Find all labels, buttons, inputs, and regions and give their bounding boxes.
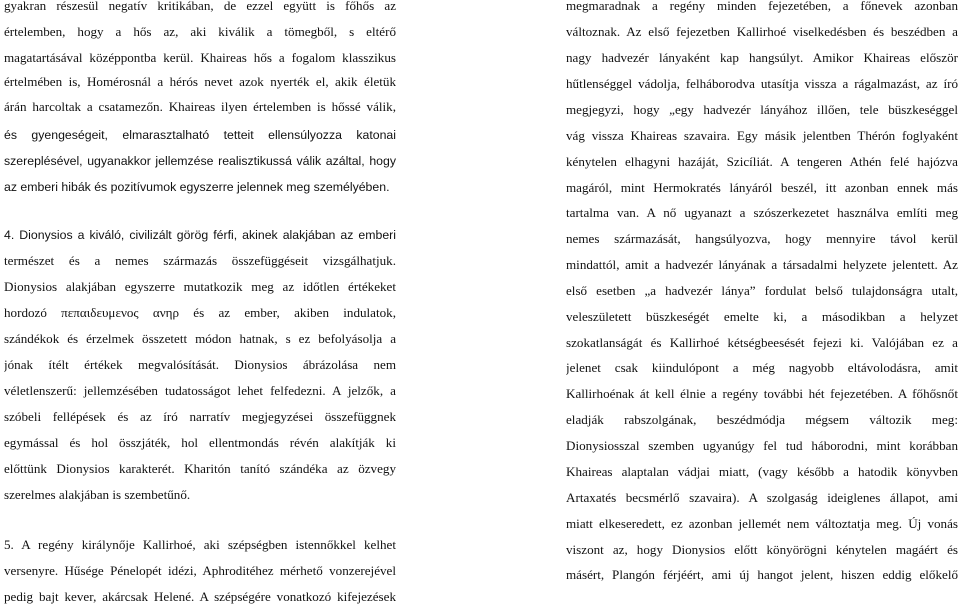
- text-line: az emberi hibák és pozitívumok egyszerre jelennek meg személyében.: [4, 180, 390, 194]
- text-line: magáról, mint Hermokratés lányáról beszél, itt azonban ennek más: [566, 180, 958, 195]
- text-line: tartalma van. A nő ugyanazt a szószerkezetet használva említi meg: [566, 205, 958, 220]
- text-line: előttünk Dionysios karakterét. Kharitón tanító szándéka az özvegy: [4, 461, 396, 476]
- text-line: Kallirhoénak át kell élnie a regény további hét fejezetében. A főhősnőt: [566, 386, 958, 401]
- text-line: gyakran részesül negatív kritikában, de ezzel együtt is főhős az: [4, 0, 396, 13]
- text-line: szokatlanságát és Kallirhoé kétségbeesését fejezi ki. Valójában ez a: [566, 335, 958, 350]
- text-line: jelenet csak kiindulópont a még nagyobb eltávolodásra, amit: [566, 360, 958, 375]
- text-line: szereplésével, ugyanakkor jellemzése realisztikussá válik azáltal, hogy: [4, 154, 396, 168]
- text-line: eladják rabszolgának, beszédmódja mégsem változik meg:: [566, 412, 958, 427]
- text-line: Khaireas alaptalan vádjai miatt, (vagy később a hatodik könyvben: [566, 464, 958, 479]
- text-line: Dionysiosszal szemben ugyanúgy fel tud háborodni, mint korábban: [566, 438, 958, 453]
- text-line: szerelmes alakjában is szembetűnő.: [4, 487, 191, 502]
- text-line: kénytelen elhagyni hazáját, Szicíliát. A tengeren Athén felé hajózva: [566, 154, 958, 169]
- text-line: megjegyzi, hogy „egy hadvezér lányához illően, tele büszkeséggel: [566, 102, 958, 117]
- text-line: jónak ítélt értékek megvalósítását. Dionysios ábrázolása nem: [4, 357, 396, 372]
- text-line: Dionysios alakjában egyszerre mutatkozik meg az időtlen értékeket: [4, 279, 396, 294]
- text-line: szóbeli fellépések és az író narratív megjegyzései összefüggnek: [4, 409, 396, 424]
- text-line: nemes származását, hangsúlyozva, hogy mennyire távol kerül: [566, 231, 958, 246]
- text-line: vág vissza Khaireas szavaira. Egy másik jelentben Thérón foglyaként: [566, 128, 958, 143]
- text-line: veleszületett büszkeségét emelte ki, a másodikban a helyzet: [566, 309, 958, 324]
- text-line: első esetben „a hadvezér lánya” fordulat belső tulajdonságra utalt,: [566, 283, 958, 298]
- text-line: viszont az, hogy Dionysios előtt könyörögni kénytelen magáért és: [566, 542, 958, 557]
- text-line: miatt elkeseredett, ez azonban jellemét nem változtatja meg. Új vonás: [566, 516, 958, 531]
- text-line: egymással és hol összjáték, hol ellentmondás révén alakítják ki: [4, 435, 396, 450]
- text-line: hűtlenséggel vádolja, felháborodva utasítja vissza a rágalmazást, az író: [566, 76, 958, 91]
- text-line: másért, Plangón férjéért, ami új hangot jelent, hiszen eddig előkelő: [566, 567, 958, 582]
- text-line: változnak. Az első fejezetben Kallirhoé viselkedésben és beszédben a: [566, 24, 958, 39]
- text-line: pedig bajt kever, akárcsak Helené. A szépségére vonatkozó kifejezések: [4, 589, 396, 604]
- text-line: természet és a nemes származás összefüggéseit vizsgálhatjuk.: [4, 253, 396, 268]
- text-line: megmaradnak a regény minden fejezetében, a főnevek azonban: [566, 0, 958, 13]
- text-line: versenyre. Hűsége Pénelopét idézi, Aphroditéhez mérhető vonzerejével: [4, 563, 396, 578]
- text-line: hordozó πεπαιδευμενος ανηρ és az ember, akiben indulatok,: [4, 305, 396, 320]
- text-line: Artaxatés becsmérlő szavaira). A szolgaság ideiglenes állapot, ami: [566, 490, 958, 505]
- text-line: nagy hadvezér lányaként kap hangsúlyt. Amikor Khaireas először: [566, 50, 958, 65]
- text-line: szándékok és érzelmek összetett módon hatnak, s ez befolyásolja a: [4, 331, 396, 346]
- text-line: 5. A regény királynője Kallirhoé, aki szépségben istennőkkel kelhet: [4, 537, 396, 552]
- text-line: véletlenszerű: jellemzésében tudatosságot lehet felfedezni. A jelzők, a: [4, 383, 396, 398]
- text-line: értelmében is, Homérosnál a hérós nevet azok nyerték el, akik életük: [4, 74, 396, 89]
- text-line: és gyengeségeit, elmarasztalható tetteit ellensúlyozza katonai: [4, 128, 396, 142]
- text-line: értelemben, hogy a hős az, aki kiválik a tömegből, s eltérő: [4, 24, 396, 39]
- text-line: árán harcoltak a csatamezőn. Khaireas ilyen értelemben is hőssé válik,: [4, 99, 396, 114]
- text-line: 4. Dionysios a kiváló, civilizált görög férfi, akinek alakjában az emberi: [4, 228, 396, 242]
- text-line: magatartásával középpontba kerül. Khaireas hős a fogalom klasszikus: [4, 50, 396, 65]
- text-line: mindattól, amit a hadvezér lányának a társadalmi helyzete jelentett. Az: [566, 257, 958, 272]
